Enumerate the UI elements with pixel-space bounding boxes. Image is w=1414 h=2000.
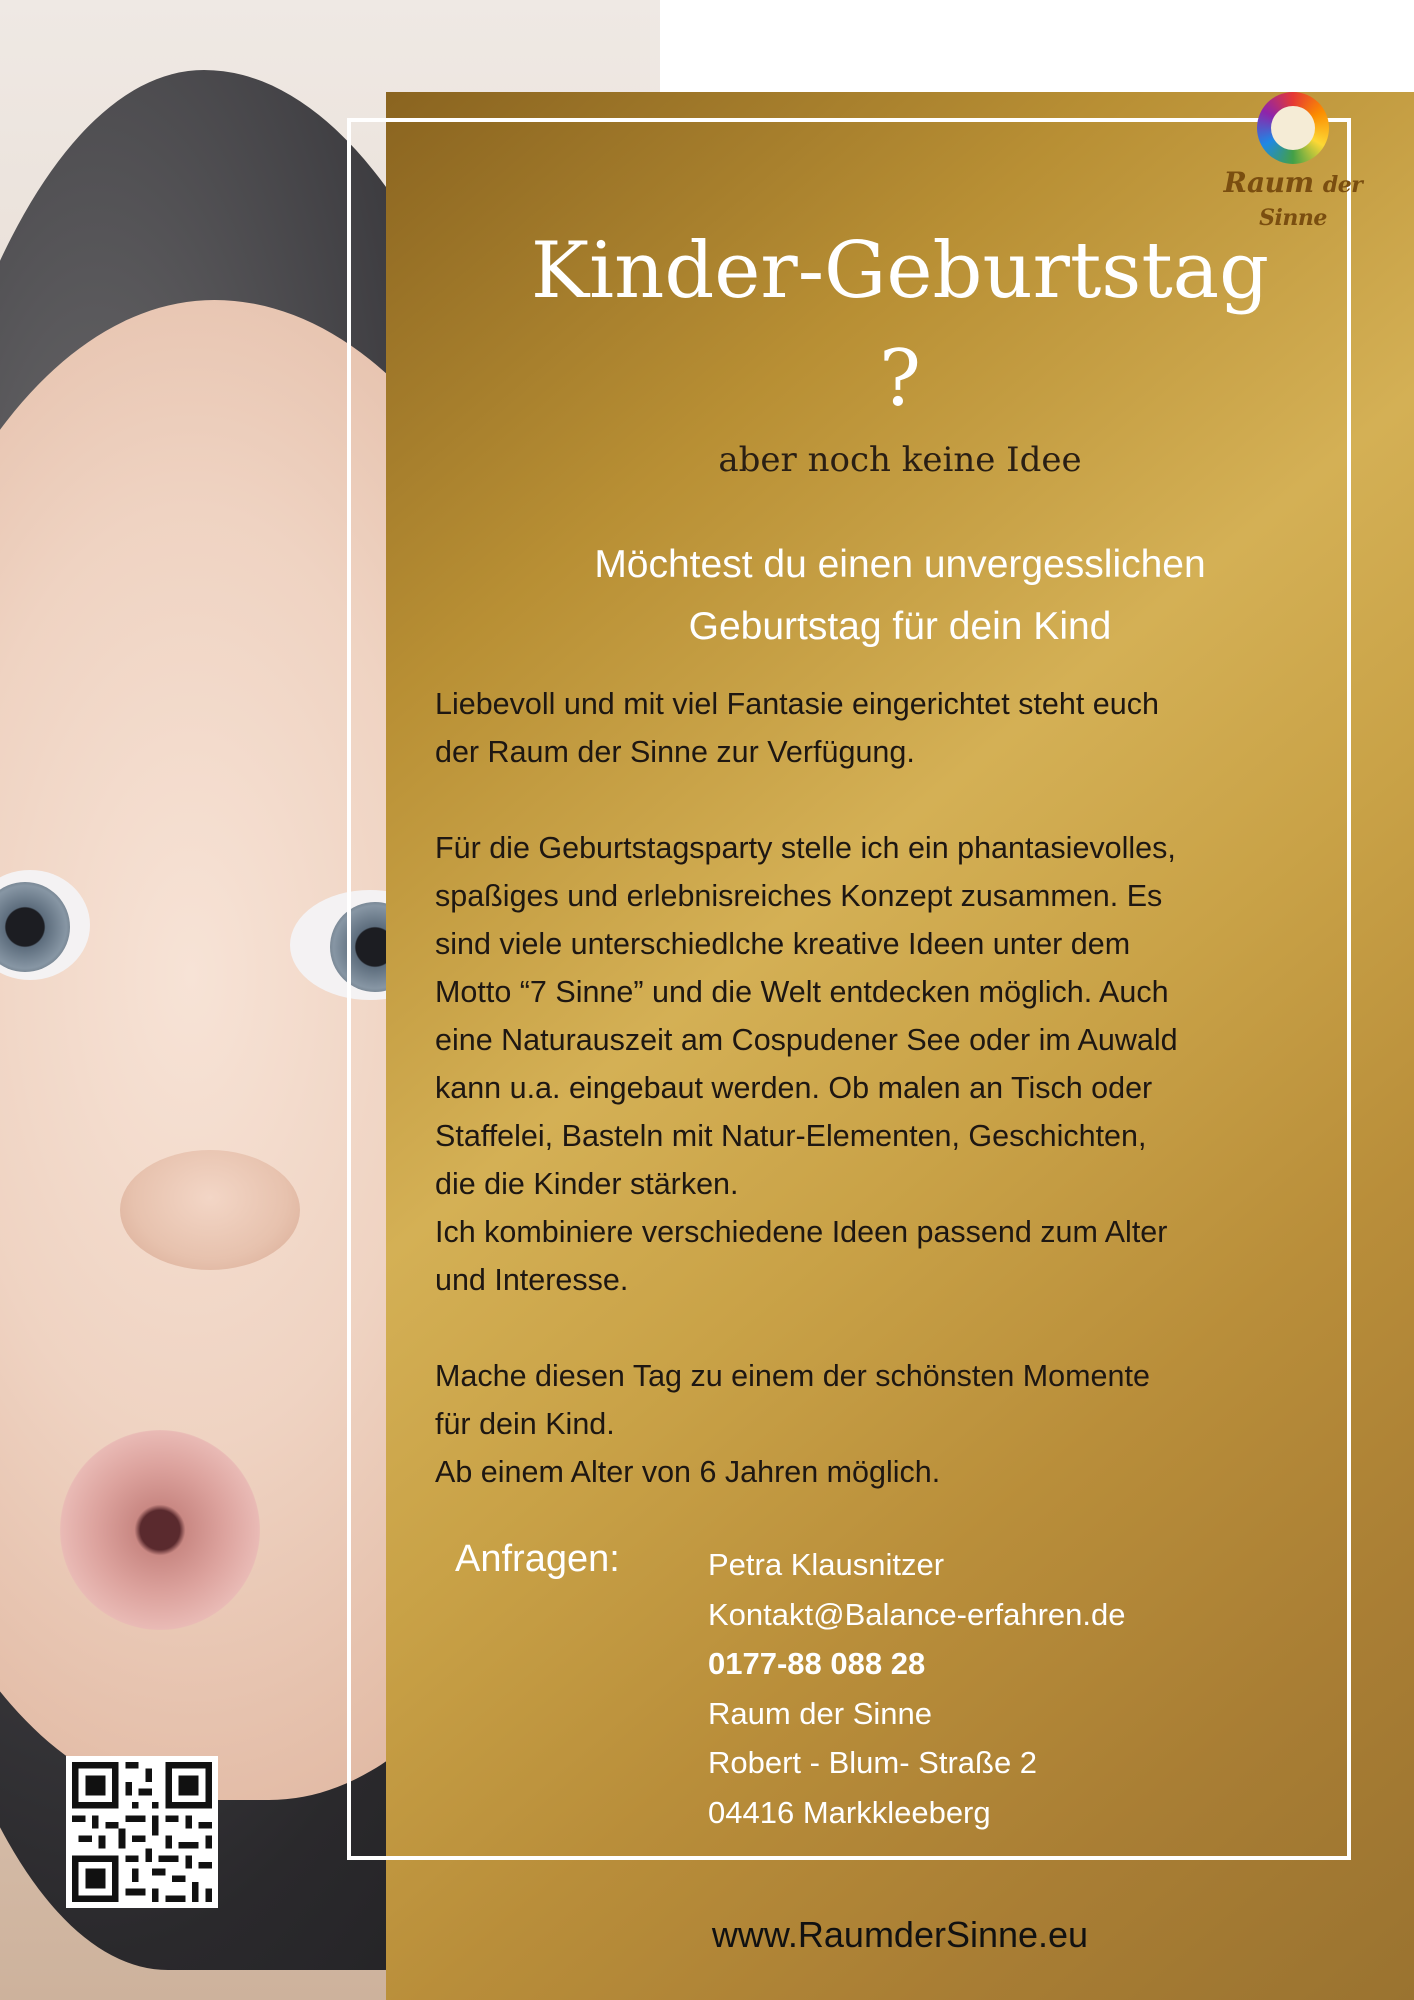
contact-name: Petra Klausnitzer [708,1547,945,1582]
body-line: der Raum der Sinne zur Verfügung. [435,735,915,769]
contact-street: Robert - Blum- Straße 2 [708,1745,1038,1780]
body-line: die die Kinder stärken. [435,1167,739,1201]
website-link[interactable]: www.RaumderSinne.eu [711,1914,1089,1955]
question-mark: ? [879,334,921,424]
headline-line: Geburtstag für dein Kind [688,605,1112,648]
body-line: Mache diesen Tag zu einem der schönsten Momente [435,1359,1150,1393]
headline [386,534,1414,658]
qr-code-icon[interactable] [66,1756,218,1908]
body-text [435,680,1375,1496]
body-line: sind viele unterschiedlche kreative Ideen unter dem [435,927,1131,961]
body-line: Für die Geburtstagsparty stelle ich ein phantasievolles, [435,831,1176,865]
body-line: Motto “7 Sinne” und die Welt entdecken möglich. Auch [435,975,1169,1009]
logo-text [1198,166,1388,232]
logo-text-line1: Raum [1223,166,1314,199]
headline-line: Möchtest du einen unvergesslichen [594,543,1206,586]
subtitle: aber noch keine Idee [718,440,1082,480]
contact-phone[interactable]: 0177-88 088 28 [708,1646,926,1681]
contact-city: 04416 Markkleeberg [708,1794,991,1830]
mouth-shape [60,1430,260,1630]
body-line: Ich kombiniere verschiedene Ideen passend zum Alter [435,1215,1168,1249]
body-line: Liebevoll und mit viel Fantasie eingerichtet steht euch [435,687,1159,721]
raum-der-sinne-logo [1198,92,1388,231]
page-title: Kinder-Geburtstag [530,226,1270,316]
body-line: Ab einem Alter von 6 Jahren möglich. [435,1455,941,1489]
logo-emblem-icon [1257,92,1329,164]
logo-text-line2: der Sinne [1259,172,1363,231]
body-line: Staffelei, Basteln mit Natur-Elementen, Geschichten, [435,1119,1147,1153]
body-line: spaßiges und erlebnisreiches Konzept zusammen. Es [435,879,1163,913]
body-line: eine Naturauszeit am Cospudener See oder im Auwald [435,1023,1178,1057]
nose-shape [120,1150,300,1270]
contact-block [708,1540,1126,1837]
body-line: für dein Kind. [435,1407,615,1441]
contact-venue: Raum der Sinne [708,1695,933,1731]
contact-email-link[interactable]: Kontakt@Balance-erfahren.de [708,1596,1126,1632]
body-line: kann u.a. eingebaut werden. Ob malen an Tisch oder [435,1071,1153,1105]
body-line: und Interesse. [435,1263,629,1297]
inquiries-label: Anfragen: [455,1538,620,1580]
